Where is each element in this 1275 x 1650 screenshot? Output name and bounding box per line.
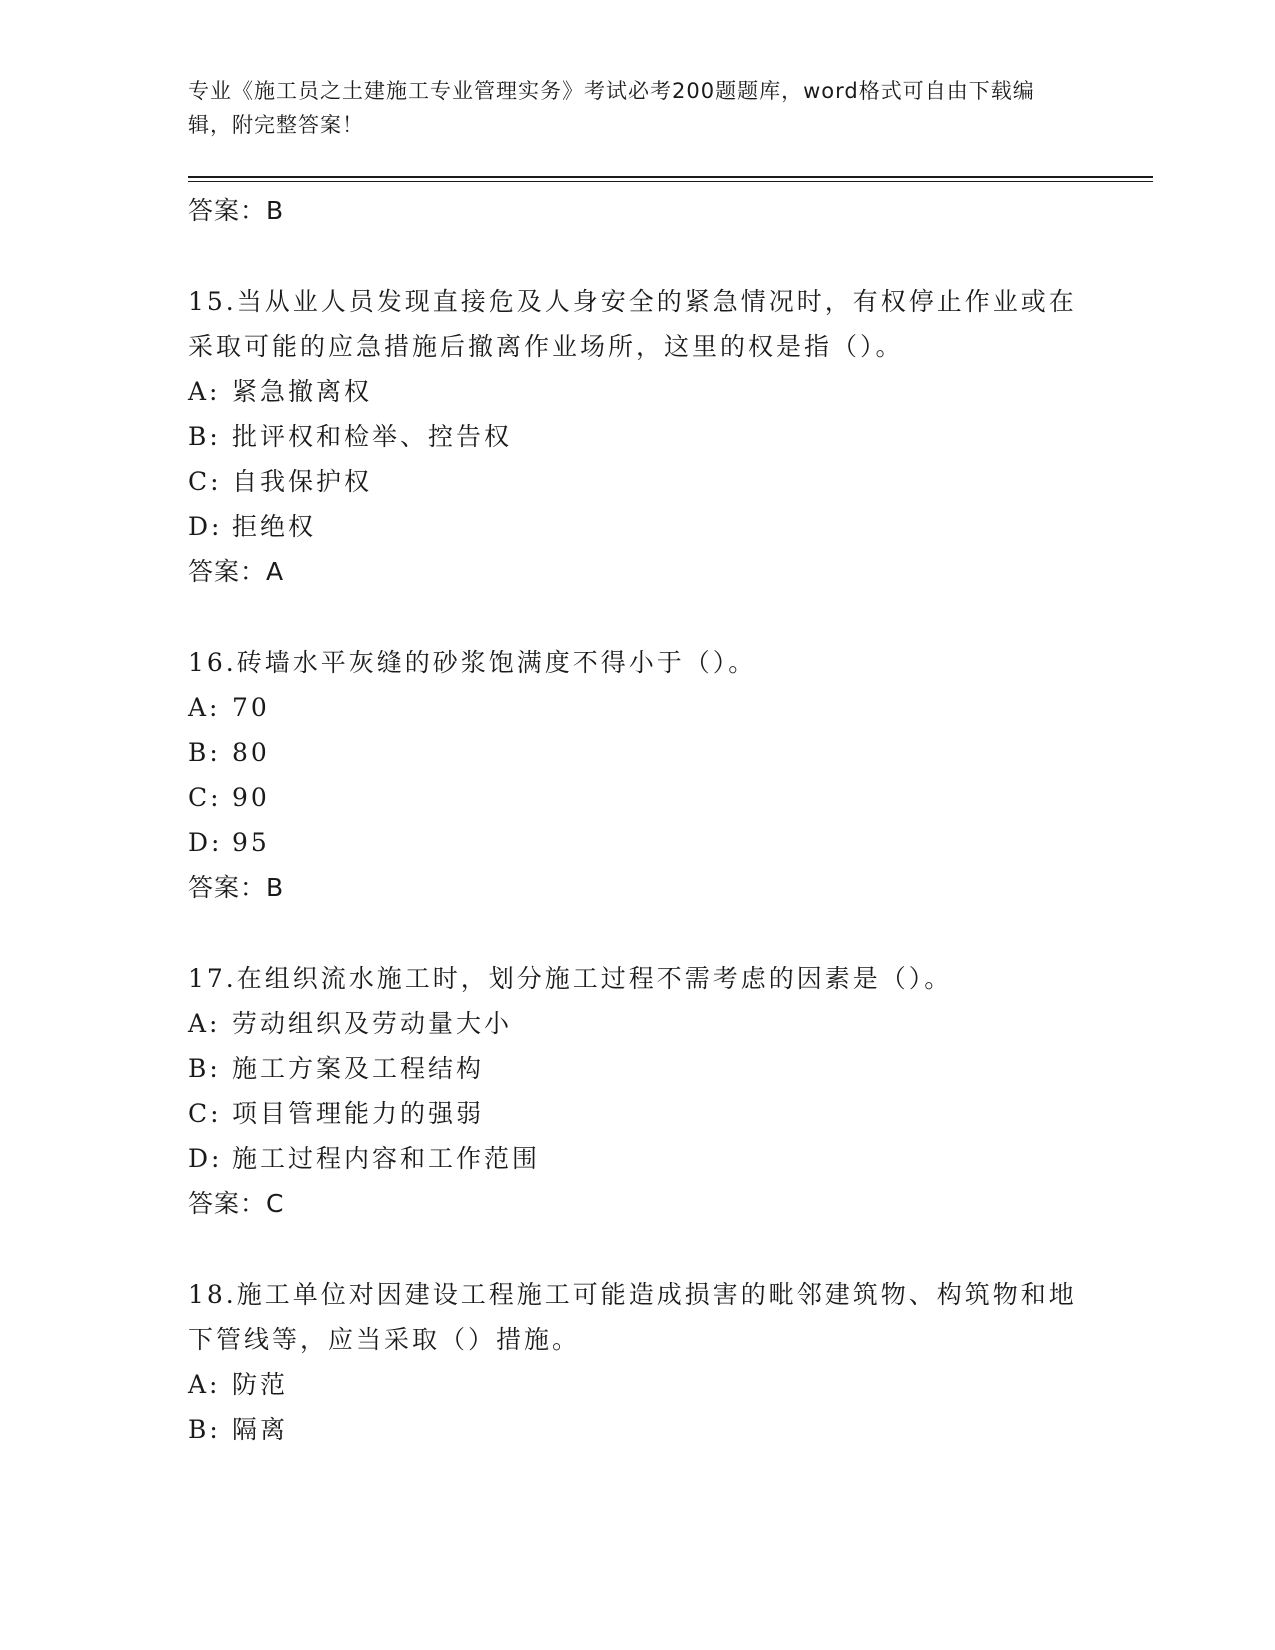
option-letter: C: — [188, 1099, 222, 1128]
question-text: 15.当从业人员发现直接危及人身安全的紧急情况时，有权停止作业或在采取可能的应急措施后撤离作业场所，这里的权是指（）。 — [188, 287, 1077, 361]
option-letter: D: — [188, 1144, 223, 1173]
option-letter: B: — [188, 1054, 221, 1083]
answer-prefix: 答案： — [188, 873, 267, 902]
option-text: 批评权和检举、控告权 — [232, 422, 513, 451]
option-item — [188, 1362, 1088, 1407]
question-text: 17.在组织流水施工时，划分施工过程不需考虑的因素是（）。 — [188, 964, 953, 993]
option-text: 70 — [232, 693, 270, 722]
option-letter: A: — [188, 1009, 221, 1038]
question-item — [188, 640, 1088, 910]
option-letter: C: — [188, 783, 222, 812]
option-letter: B: — [188, 738, 221, 767]
option-letter: A: — [188, 693, 221, 722]
answer-value: C — [266, 1189, 285, 1218]
option-item — [188, 369, 1088, 414]
option-letter: A: — [188, 377, 221, 406]
question-text: 16.砖墙水平灰缝的砂浆饱满度不得小于（）。 — [188, 648, 757, 677]
answer-line — [188, 865, 1088, 910]
option-item — [188, 775, 1088, 820]
option-item — [188, 459, 1088, 504]
option-text: 自我保护权 — [232, 467, 373, 496]
answer-line — [188, 1181, 1088, 1226]
option-letter: D: — [188, 828, 223, 857]
option-text: 劳动组织及劳动量大小 — [232, 1009, 513, 1038]
option-text: 80 — [232, 738, 270, 767]
option-letter: D: — [188, 512, 223, 541]
answer-value: A — [266, 557, 285, 586]
option-item — [188, 1136, 1088, 1181]
question-item — [188, 956, 1088, 1226]
option-text: 隔离 — [232, 1415, 289, 1444]
answer-line — [188, 549, 1088, 594]
option-text: 90 — [232, 783, 270, 812]
option-letter: C: — [188, 467, 222, 496]
option-item — [188, 1091, 1088, 1136]
header-divider-thick — [188, 176, 1153, 178]
answer-prefix: 答案： — [188, 1189, 267, 1218]
option-letter: A: — [188, 1370, 221, 1399]
answer-value: B — [266, 873, 285, 902]
header-divider-thin — [188, 181, 1153, 182]
option-text: 95 — [232, 828, 270, 857]
option-item — [188, 685, 1088, 730]
question-item — [188, 1272, 1088, 1452]
option-item — [188, 1407, 1088, 1452]
option-letter: B: — [188, 422, 221, 451]
answer-prefix: 答案： — [188, 196, 267, 225]
option-letter: B: — [188, 1415, 221, 1444]
option-item — [188, 414, 1088, 459]
document-header: 专业《施工员之土建施工专业管理实务》考试必考200题题库，word格式可自由下载编辑，附完整答案！ — [188, 79, 1035, 137]
question-list — [188, 188, 1088, 1452]
option-item — [188, 1046, 1088, 1091]
option-text: 防范 — [232, 1370, 289, 1399]
option-item — [188, 1001, 1088, 1046]
answer-line — [188, 188, 1088, 233]
option-text: 紧急撤离权 — [232, 377, 373, 406]
question-text: 18.施工单位对因建设工程施工可能造成损害的毗邻建筑物、构筑物和地下管线等，应当采取（）措施。 — [188, 1280, 1077, 1354]
option-text: 施工方案及工程结构 — [232, 1054, 485, 1083]
answer-prefix: 答案： — [188, 557, 267, 586]
option-item — [188, 730, 1088, 775]
option-text: 项目管理能力的强弱 — [232, 1099, 485, 1128]
answer-value: B — [266, 196, 285, 225]
question-item — [188, 279, 1088, 594]
option-item — [188, 504, 1088, 549]
option-item — [188, 820, 1088, 865]
option-text: 拒绝权 — [232, 512, 317, 541]
option-text: 施工过程内容和工作范围 — [232, 1144, 541, 1173]
